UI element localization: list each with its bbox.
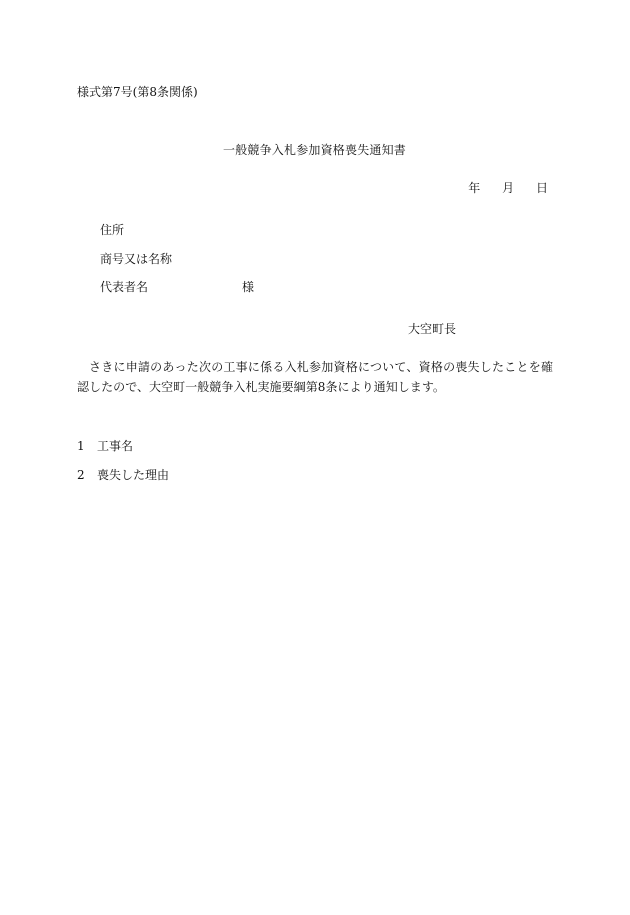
representative-label: 代表者名 [100, 280, 149, 294]
company-name-label: 商号又は名称 [100, 252, 173, 266]
issuer: 大空町長 [408, 322, 457, 336]
item-number: 2 [77, 468, 85, 482]
date-day: 日 [535, 181, 548, 195]
list-item [77, 467, 169, 483]
date-year: 年 [468, 181, 481, 195]
address-label: 住所 [100, 223, 125, 237]
date-month: 月 [502, 181, 515, 195]
document-title: 一般競争入札参加資格喪失通知書 [223, 143, 407, 157]
date-line [450, 180, 548, 196]
item-number: 1 [77, 439, 85, 453]
honorific: 様 [242, 280, 255, 294]
item-label: 喪失した理由 [97, 468, 170, 482]
notice-body: さきに申請のあった次の工事に係る入札参加資格について、資格の喪失したことを確認したので、大空町一般競争入札実施要綱第8条により通知します。 [77, 360, 553, 394]
form-label: 様式第7号(第8条関係) [77, 85, 198, 99]
item-label: 工事名 [97, 439, 134, 453]
list-item [77, 438, 133, 454]
